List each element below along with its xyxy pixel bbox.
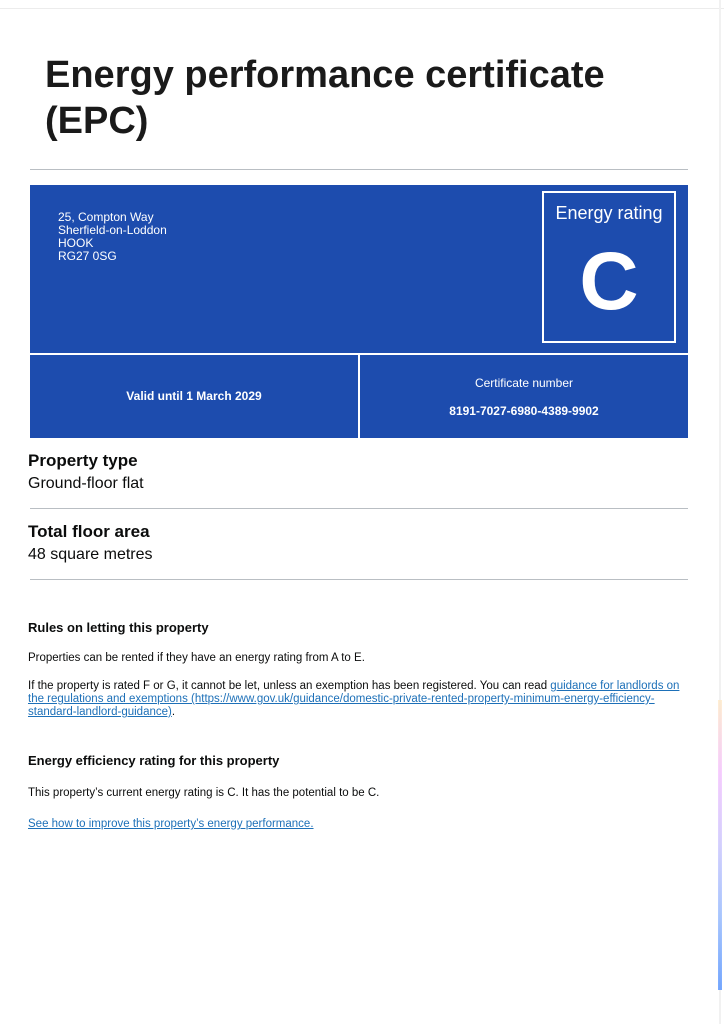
address-line-3: HOOK [58,236,94,250]
scan-artifact-streak [718,700,722,990]
letting-rules-paragraph-2 [28,680,690,719]
banner-vertical-divider [358,355,360,438]
property-type-value: Ground-floor flat [28,475,144,492]
page-title: Energy performance certificate (EPC) [45,54,605,142]
energy-rating-box [542,191,676,343]
efficiency-paragraph: This property’s current energy rating is C. It has the potential to be C. [28,787,380,799]
energy-rating-letter: C [579,236,639,327]
floor-area-divider [30,579,688,580]
epc-summary-banner [30,185,688,438]
title-divider [30,169,688,170]
floor-area-value: 48 square metres [28,546,153,563]
property-address [58,211,167,263]
property-type-heading: Property type [28,451,138,470]
letting-rules-paragraph-2-text: If the property is rated F or G, it cannot be let, unless an exemption has been registered. You can read [28,680,551,692]
address-line-1: 25, Compton Way [58,210,154,224]
landlord-guidance-link[interactable]: guidance for landlords on the regulations and exemptions (https://www.gov.uk/guidance/domestic-private-rented-property-minimum-energy-efficiency-standard-landlord-guidance) [28,680,680,718]
certificate-number-label: Certificate number [474,376,574,390]
improve-performance-link-wrapper [28,818,690,831]
efficiency-heading: Energy efficiency rating for this property [28,753,280,768]
address-line-2: Sherfield-on-Loddon [58,223,167,237]
validity-date: Valid until 1 March 2029 [126,389,262,403]
letting-rules-heading: Rules on letting this property [28,620,209,635]
letting-rules-paragraph-1: Properties can be rented if they have an energy rating from A to E. [28,652,365,664]
property-type-divider [30,508,688,509]
improve-performance-link[interactable]: See how to improve this property’s energy performance. [28,818,314,830]
certificate-number: 8191-7027-6980-4389-9902 [449,404,599,418]
energy-rating-label: Energy rating [555,203,663,223]
address-postcode: RG27 0SG [58,249,117,263]
floor-area-heading: Total floor area [28,522,150,541]
page-top-edge [0,8,724,9]
letting-rules-paragraph-2-end: . [171,706,176,718]
